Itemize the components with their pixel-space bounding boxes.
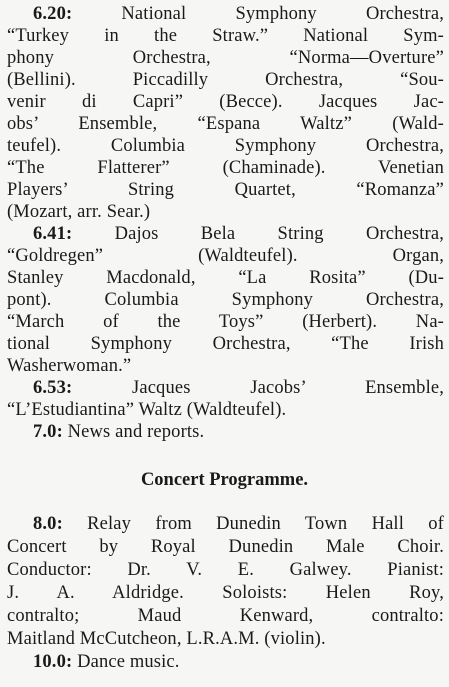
entry-first-line <box>33 2 444 26</box>
entry-last-line: “L’Estudiantina” Waltz (Waldteufel). <box>7 400 287 420</box>
section-heading: Concert Programme. <box>140 470 309 490</box>
entry-line: “March of the Toys” (Herbert). Na- <box>7 312 444 332</box>
entry-line: J. A. Aldridge. Soloists: Helen Roy, <box>7 583 444 603</box>
entry-last-line: Maitland McCutcheon, L.R.A.M. (violin). <box>7 629 326 649</box>
entry-first-line <box>33 222 444 246</box>
entry-line: Conductor: Dr. V. E. Galwey. Pianist: <box>7 560 444 580</box>
entry-time: 6.53: <box>33 378 73 398</box>
entry-line: (Bellini). Piccadilly Orchestra, “Sou- <box>7 70 444 90</box>
entry-time: 7.0: <box>33 422 63 442</box>
entry-first-line <box>33 650 444 674</box>
entry-line: “Turkey in the Straw.” National Sym- <box>7 26 444 46</box>
entry-first-line <box>33 420 444 444</box>
entry-line: “The Flatterer” (Chaminade). Venetian <box>7 158 444 178</box>
entry-last-line: (Mozart, arr. Sear.) <box>7 202 151 222</box>
entry-text: National Symphony Orchestra, <box>121 4 444 24</box>
entry-text: Dance music. <box>77 652 180 672</box>
entry-line: obs’ Ensemble, “Espana Waltz” (Wald- <box>7 114 444 134</box>
entry-first-line <box>33 512 444 536</box>
entry-line: tional Symphony Orchestra, “The Irish <box>7 334 444 354</box>
entry-text: Relay from Dunedin Town Hall of <box>87 514 444 534</box>
entry-line: contralto; Maud Kenward, contralto: <box>7 606 444 626</box>
entry-line: “Goldregen” (Waldteufel). Organ, <box>7 246 444 266</box>
entry-text: Jacques Jacobs’ Ensemble, <box>131 378 445 398</box>
entry-time: 6.20: <box>33 4 73 24</box>
entry-first-line <box>33 376 444 400</box>
entry-line: pont). Columbia Symphony Orchestra, <box>7 290 444 310</box>
entry-line: teufel). Columbia Symphony Orchestra, <box>7 136 444 156</box>
entry-time: 6.41: <box>33 224 73 244</box>
entry-line: venir di Capri” (Becce). Jacques Jac- <box>7 92 444 112</box>
entry-line: Players’ String Quartet, “Romanza” <box>7 180 444 200</box>
entry-time: 8.0: <box>33 514 63 534</box>
entry-last-line: Washerwoman.” <box>7 356 132 376</box>
entry-line: phony Orchestra, “Norma—Overture” <box>7 48 444 68</box>
entry-line: Stanley Macdonald, “La Rosita” (Du- <box>7 268 444 288</box>
entry-line: Concert by Royal Dunedin Male Choir. <box>7 537 444 557</box>
entry-text: News and reports. <box>67 422 205 442</box>
entry-text: Dajos Bela String Orchestra, <box>114 224 444 244</box>
entry-time: 10.0: <box>33 652 73 672</box>
